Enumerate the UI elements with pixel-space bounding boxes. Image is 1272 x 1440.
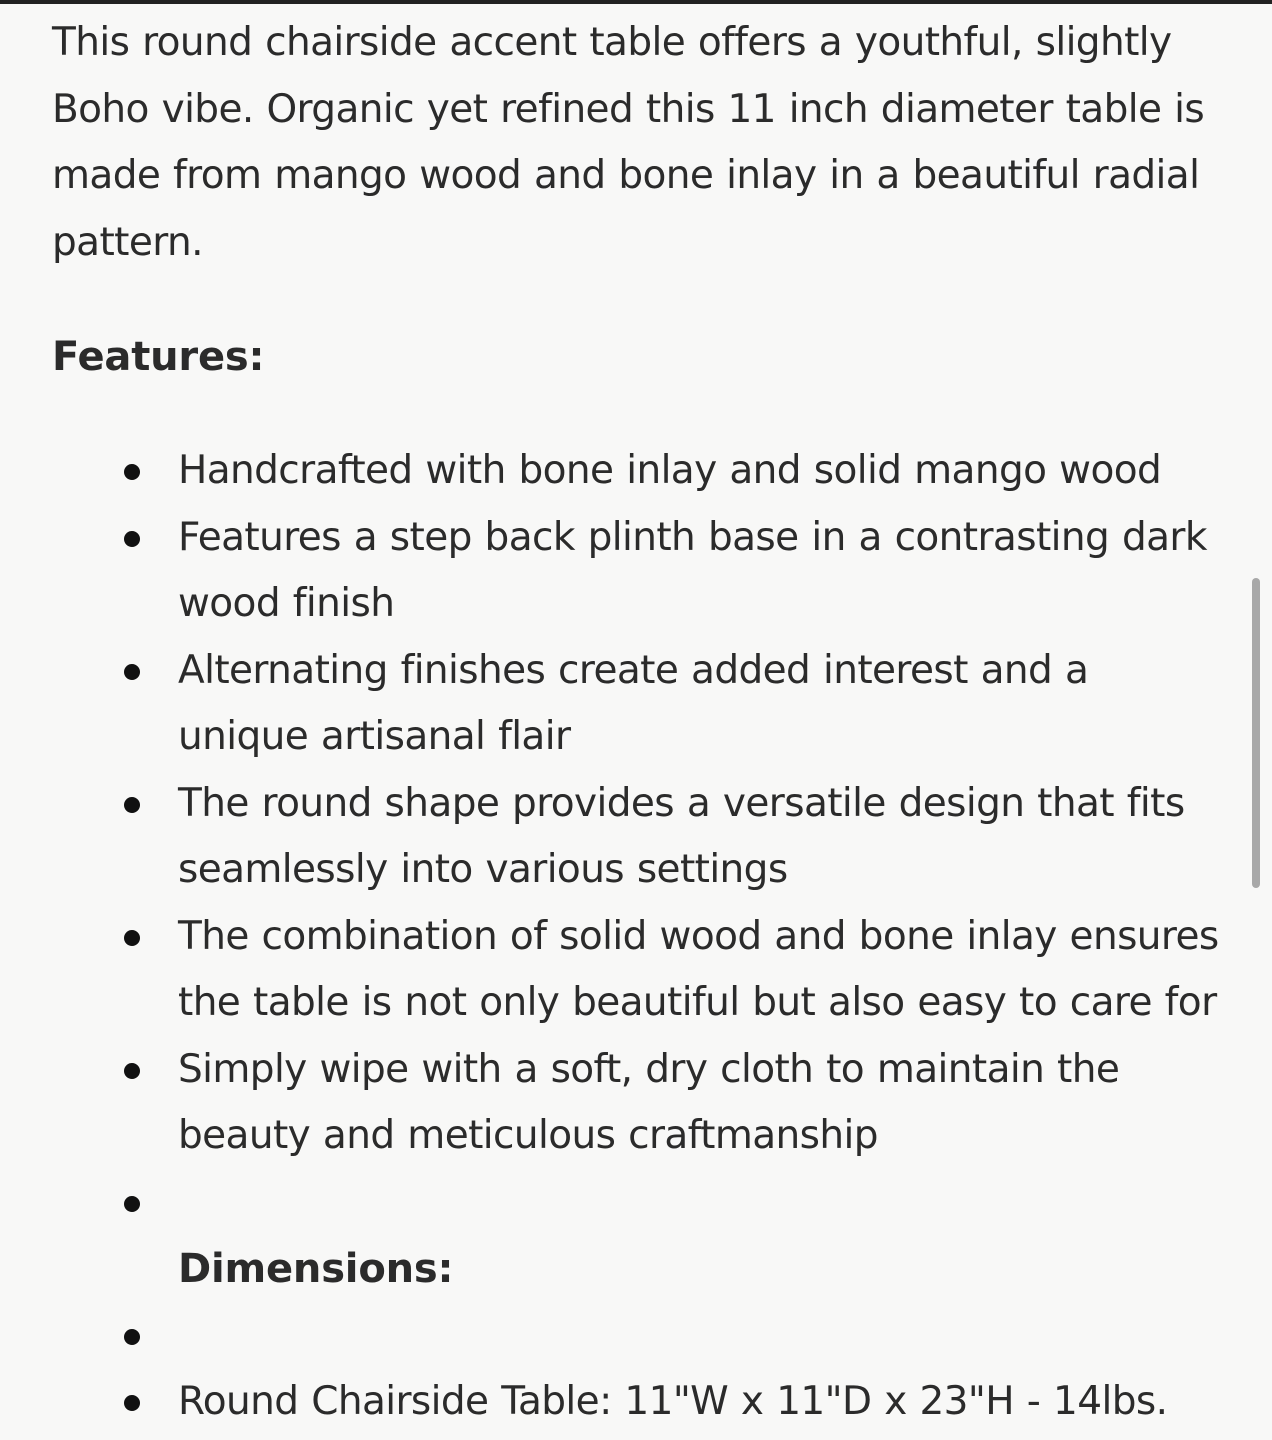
feature-text: Features a step back plinth base in a contrasting dark wood finish [178,514,1207,626]
bullet-icon [124,930,140,946]
list-item [52,638,1222,771]
feature-text: Handcrafted with bone inlay and solid mango wood [178,448,1162,493]
features-heading: Features: [52,334,265,380]
list-item [52,904,1222,1037]
bullet-icon [124,664,140,680]
bullet-icon [124,531,140,547]
feature-text: Alternating finishes create added interest and a unique artisanal flair [178,647,1089,759]
dimensions-heading: Dimensions: [178,1246,454,1292]
list-item [52,1369,1222,1436]
intro-paragraph: This round chairside accent table offers a youthful, slightly Boho vibe. Organic yet refined this 11 inch diameter table is made from mango wood and bone inlay in a beautiful radial pattern. [52,20,1205,265]
product-description [52,10,1222,1436]
list-item [52,771,1222,904]
dimensions-list [52,1303,1222,1436]
feature-text: Simply wipe with a soft, dry cloth to maintain the beauty and meticulous craftmanship [178,1046,1120,1158]
dimension-text: Round Chairside Table: 11"W x 11"D x 23"H - 14lbs. [178,1379,1168,1424]
top-divider [0,0,1272,4]
feature-text: The combination of solid wood and bone inlay ensures the table is not only beautiful but also easy to care for [178,913,1219,1025]
list-item [52,1037,1222,1170]
bullet-icon [124,1329,140,1345]
scrollbar-thumb[interactable] [1252,578,1260,888]
feature-list [52,438,1222,1236]
list-item [52,505,1222,638]
list-item [52,438,1222,505]
empty-list-item [52,1303,1222,1370]
bullet-icon [124,1196,140,1212]
feature-text: The round shape provides a versatile design that fits seamlessly into various settings [178,780,1185,892]
empty-list-item [52,1170,1222,1237]
bullet-icon [124,1395,140,1411]
bullet-icon [124,1063,140,1079]
bullet-icon [124,797,140,813]
bullet-icon [124,464,140,480]
